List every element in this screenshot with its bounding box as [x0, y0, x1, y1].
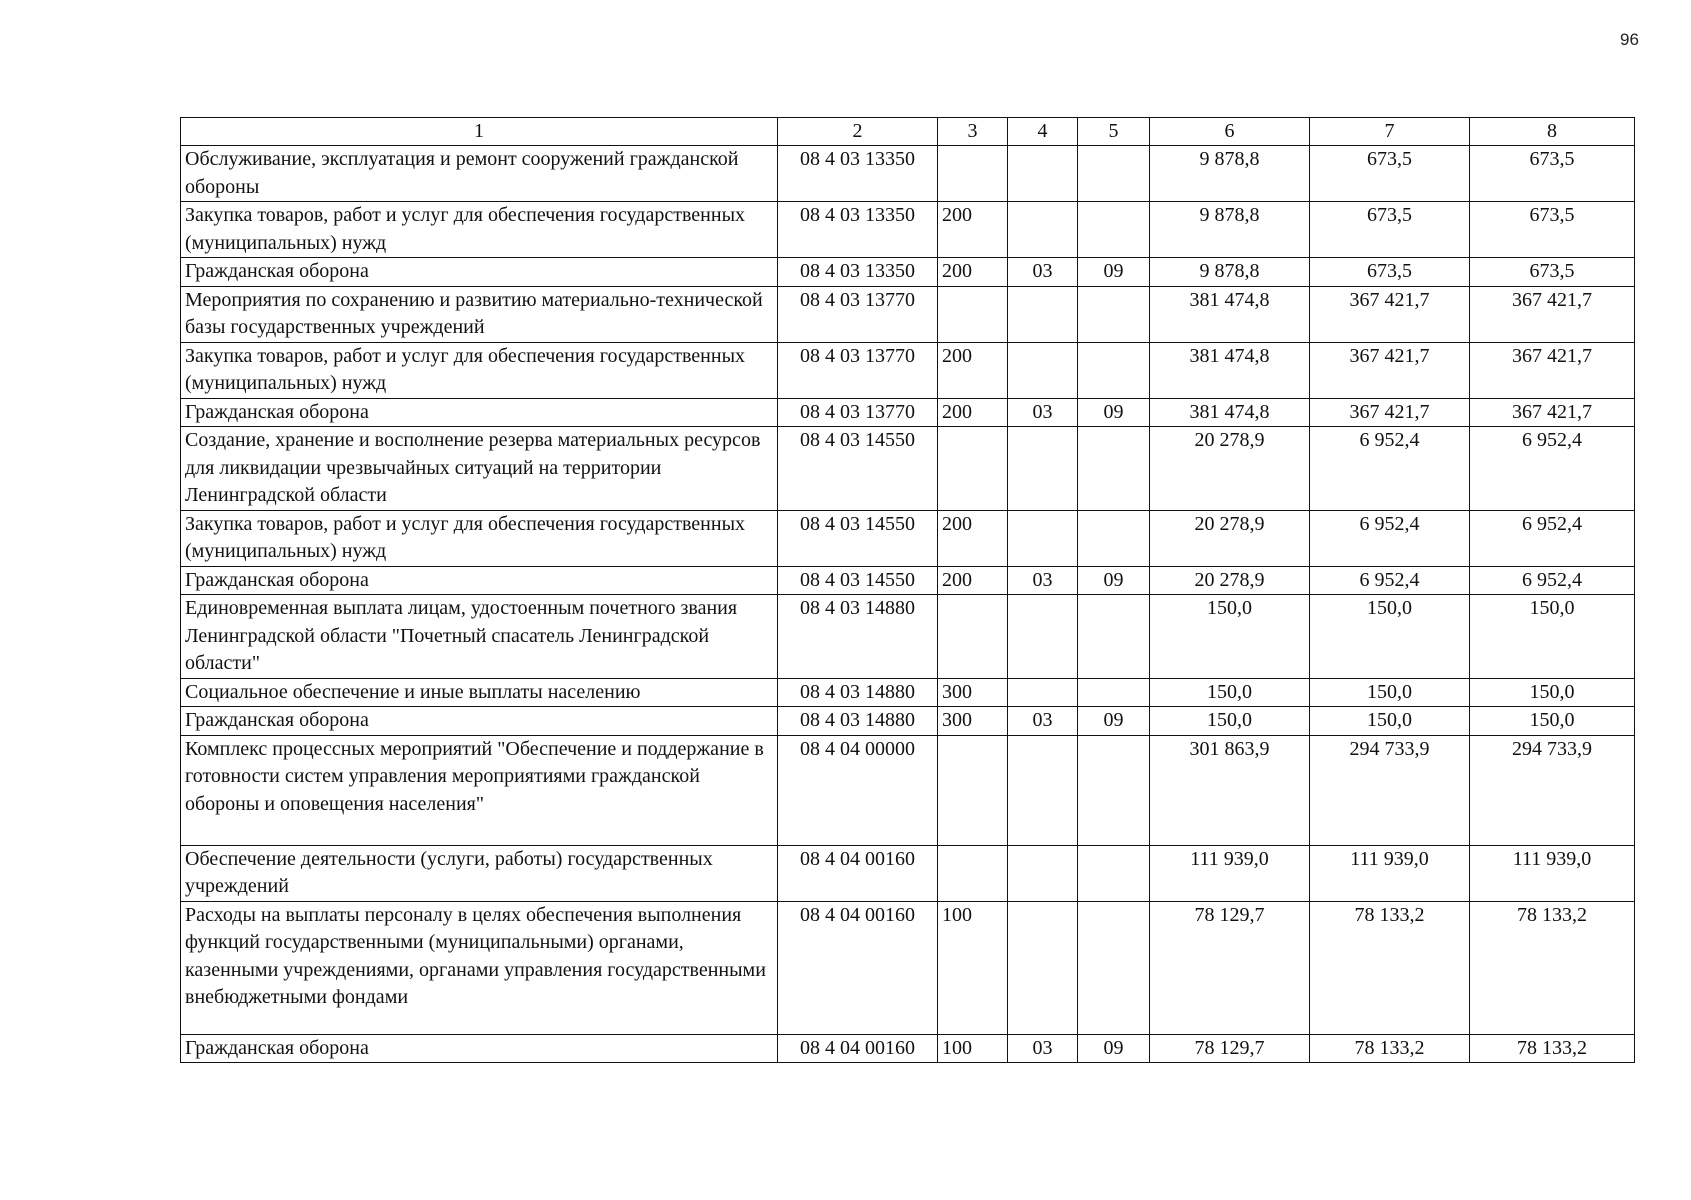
- row-name: Гражданская оборона: [181, 707, 778, 736]
- row-value-8: 78 133,2: [1470, 901, 1635, 1034]
- table-row: [181, 510, 1635, 566]
- row-name: Закупка товаров, работ и услуг для обеспечения государственных (муниципальных) нужд: [181, 342, 778, 398]
- row-col-3: [938, 286, 1008, 342]
- row-value-8: 6 952,4: [1470, 566, 1635, 595]
- row-code: 08 4 03 14550: [778, 510, 938, 566]
- row-value-6: 78 129,7: [1150, 1034, 1310, 1063]
- row-col-3: [938, 146, 1008, 202]
- row-name: Гражданская оборона: [181, 258, 778, 287]
- row-col-3: 300: [938, 707, 1008, 736]
- row-col-3: [938, 595, 1008, 679]
- row-col-5: [1078, 845, 1150, 901]
- row-col-5: [1078, 901, 1150, 1034]
- row-name: Гражданская оборона: [181, 566, 778, 595]
- table-row: [181, 342, 1635, 398]
- row-name: Комплекс процессных мероприятий "Обеспечение и поддержание в готовности систем управления мероприятиями гражданской обороны и оповещения населения": [181, 735, 778, 845]
- row-col-4: 03: [1008, 707, 1078, 736]
- table-row: [181, 258, 1635, 287]
- row-value-6: 20 278,9: [1150, 566, 1310, 595]
- row-col-4: [1008, 845, 1078, 901]
- row-value-7: 6 952,4: [1310, 427, 1470, 511]
- row-value-6: 381 474,8: [1150, 398, 1310, 427]
- row-value-6: 301 863,9: [1150, 735, 1310, 845]
- row-value-6: 150,0: [1150, 595, 1310, 679]
- row-value-8: 6 952,4: [1470, 510, 1635, 566]
- row-col-5: 09: [1078, 1034, 1150, 1063]
- row-code: 08 4 04 00160: [778, 1034, 938, 1063]
- table-row: [181, 566, 1635, 595]
- row-value-8: 78 133,2: [1470, 1034, 1635, 1063]
- row-col-5: [1078, 146, 1150, 202]
- row-value-6: 20 278,9: [1150, 510, 1310, 566]
- header-col-7: 7: [1310, 118, 1470, 146]
- row-col-5: 09: [1078, 566, 1150, 595]
- row-value-8: 673,5: [1470, 146, 1635, 202]
- row-value-8: 367 421,7: [1470, 342, 1635, 398]
- row-value-8: 150,0: [1470, 707, 1635, 736]
- row-col-4: [1008, 510, 1078, 566]
- row-name: Создание, хранение и восполнение резерва материальных ресурсов для ликвидации чрезвычайных ситуаций на территории Ленинградской области: [181, 427, 778, 511]
- row-name: Гражданская оборона: [181, 398, 778, 427]
- row-col-5: [1078, 595, 1150, 679]
- row-value-7: 78 133,2: [1310, 901, 1470, 1034]
- row-name: Закупка товаров, работ и услуг для обеспечения государственных (муниципальных) нужд: [181, 202, 778, 258]
- row-name: Социальное обеспечение и иные выплаты населению: [181, 678, 778, 707]
- row-col-3: 200: [938, 398, 1008, 427]
- row-value-7: 367 421,7: [1310, 398, 1470, 427]
- row-name: Обслуживание, эксплуатация и ремонт сооружений гражданской обороны: [181, 146, 778, 202]
- row-value-7: 6 952,4: [1310, 510, 1470, 566]
- row-col-4: [1008, 595, 1078, 679]
- row-value-8: 294 733,9: [1470, 735, 1635, 845]
- row-value-7: 150,0: [1310, 595, 1470, 679]
- row-code: 08 4 03 14880: [778, 678, 938, 707]
- row-col-4: 03: [1008, 1034, 1078, 1063]
- row-col-5: 09: [1078, 707, 1150, 736]
- row-value-6: 381 474,8: [1150, 342, 1310, 398]
- row-col-5: 09: [1078, 258, 1150, 287]
- header-row: [181, 118, 1635, 146]
- row-col-5: [1078, 735, 1150, 845]
- row-col-5: [1078, 427, 1150, 511]
- row-value-7: 111 939,0: [1310, 845, 1470, 901]
- row-value-6: 9 878,8: [1150, 146, 1310, 202]
- table-row: [181, 427, 1635, 511]
- table-row: [181, 901, 1635, 1034]
- row-code: 08 4 03 13770: [778, 342, 938, 398]
- header-col-8: 8: [1470, 118, 1635, 146]
- row-col-4: [1008, 342, 1078, 398]
- row-value-6: 381 474,8: [1150, 286, 1310, 342]
- row-code: 08 4 04 00160: [778, 845, 938, 901]
- row-value-8: 111 939,0: [1470, 845, 1635, 901]
- row-col-4: 03: [1008, 566, 1078, 595]
- row-code: 08 4 03 13770: [778, 286, 938, 342]
- row-value-7: 294 733,9: [1310, 735, 1470, 845]
- row-col-4: [1008, 901, 1078, 1034]
- row-col-3: [938, 735, 1008, 845]
- row-code: 08 4 03 14550: [778, 427, 938, 511]
- row-col-3: 200: [938, 202, 1008, 258]
- table-row: [181, 286, 1635, 342]
- row-col-3: [938, 845, 1008, 901]
- row-col-5: [1078, 678, 1150, 707]
- row-value-8: 673,5: [1470, 202, 1635, 258]
- table-row: [181, 1034, 1635, 1063]
- row-col-5: [1078, 510, 1150, 566]
- row-value-8: 6 952,4: [1470, 427, 1635, 511]
- header-col-1: 1: [181, 118, 778, 146]
- row-name: Расходы на выплаты персоналу в целях обеспечения выполнения функций государственными (муниципальными) органами, казенными учреждениями, органами управления государственными внебюджетными фондами: [181, 901, 778, 1034]
- table-row: [181, 595, 1635, 679]
- row-value-7: 673,5: [1310, 202, 1470, 258]
- row-col-3: 100: [938, 901, 1008, 1034]
- table-row: [181, 202, 1635, 258]
- row-value-7: 150,0: [1310, 678, 1470, 707]
- table-row: [181, 845, 1635, 901]
- table-row: [181, 146, 1635, 202]
- header-col-3: 3: [938, 118, 1008, 146]
- row-name: Гражданская оборона: [181, 1034, 778, 1063]
- row-code: 08 4 03 14880: [778, 595, 938, 679]
- row-col-4: [1008, 735, 1078, 845]
- row-code: 08 4 03 13770: [778, 398, 938, 427]
- row-value-6: 111 939,0: [1150, 845, 1310, 901]
- row-code: 08 4 03 14550: [778, 566, 938, 595]
- row-col-5: [1078, 342, 1150, 398]
- table-row: [181, 735, 1635, 845]
- row-col-5: [1078, 202, 1150, 258]
- header-col-6: 6: [1150, 118, 1310, 146]
- row-col-4: 03: [1008, 398, 1078, 427]
- row-value-6: 20 278,9: [1150, 427, 1310, 511]
- row-code: 08 4 03 13350: [778, 202, 938, 258]
- row-col-4: [1008, 427, 1078, 511]
- budget-table: [180, 117, 1635, 1063]
- row-value-6: 9 878,8: [1150, 258, 1310, 287]
- row-value-7: 367 421,7: [1310, 342, 1470, 398]
- row-col-5: [1078, 286, 1150, 342]
- row-value-8: 673,5: [1470, 258, 1635, 287]
- row-col-4: [1008, 202, 1078, 258]
- row-col-3: [938, 427, 1008, 511]
- row-code: 08 4 04 00160: [778, 901, 938, 1034]
- row-value-8: 150,0: [1470, 678, 1635, 707]
- row-name: Закупка товаров, работ и услуг для обеспечения государственных (муниципальных) нужд: [181, 510, 778, 566]
- row-value-8: 367 421,7: [1470, 398, 1635, 427]
- row-col-5: 09: [1078, 398, 1150, 427]
- row-col-3: 300: [938, 678, 1008, 707]
- row-value-7: 673,5: [1310, 258, 1470, 287]
- row-value-6: 150,0: [1150, 678, 1310, 707]
- row-code: 08 4 03 14880: [778, 707, 938, 736]
- table-row: [181, 678, 1635, 707]
- row-code: 08 4 04 00000: [778, 735, 938, 845]
- row-value-7: 6 952,4: [1310, 566, 1470, 595]
- header-col-5: 5: [1078, 118, 1150, 146]
- page-number: 96: [1620, 30, 1639, 49]
- row-value-6: 9 878,8: [1150, 202, 1310, 258]
- row-value-7: 78 133,2: [1310, 1034, 1470, 1063]
- row-col-4: [1008, 678, 1078, 707]
- row-value-7: 673,5: [1310, 146, 1470, 202]
- row-name: Обеспечение деятельности (услуги, работы) государственных учреждений: [181, 845, 778, 901]
- row-col-4: 03: [1008, 258, 1078, 287]
- row-value-6: 150,0: [1150, 707, 1310, 736]
- row-col-3: 200: [938, 566, 1008, 595]
- row-name: Мероприятия по сохранению и развитию материально-технической базы государственных учреждений: [181, 286, 778, 342]
- table-row: [181, 398, 1635, 427]
- row-code: 08 4 03 13350: [778, 258, 938, 287]
- row-name: Единовременная выплата лицам, удостоенным почетного звания Ленинградской области "Почетный спасатель Ленинградской области": [181, 595, 778, 679]
- row-col-4: [1008, 286, 1078, 342]
- row-col-3: 200: [938, 342, 1008, 398]
- row-col-3: 100: [938, 1034, 1008, 1063]
- row-col-4: [1008, 146, 1078, 202]
- row-col-3: 200: [938, 258, 1008, 287]
- row-col-3: 200: [938, 510, 1008, 566]
- row-value-6: 78 129,7: [1150, 901, 1310, 1034]
- row-value-7: 150,0: [1310, 707, 1470, 736]
- row-code: 08 4 03 13350: [778, 146, 938, 202]
- row-value-8: 150,0: [1470, 595, 1635, 679]
- row-value-7: 367 421,7: [1310, 286, 1470, 342]
- table-row: [181, 707, 1635, 736]
- header-col-2: 2: [778, 118, 938, 146]
- row-value-8: 367 421,7: [1470, 286, 1635, 342]
- header-col-4: 4: [1008, 118, 1078, 146]
